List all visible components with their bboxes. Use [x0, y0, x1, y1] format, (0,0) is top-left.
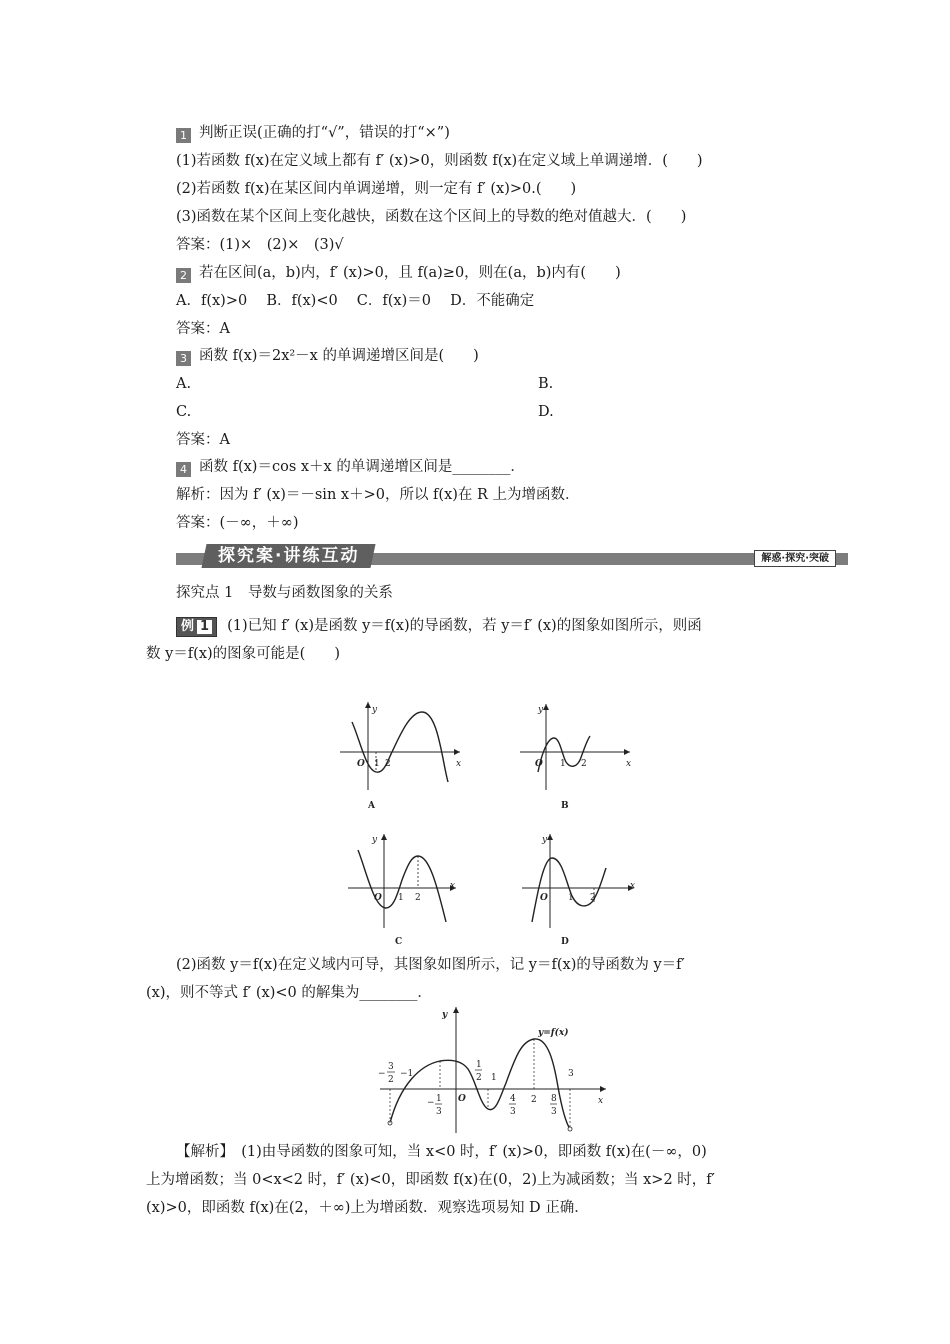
analysis-text: 解析：因为 f′ (x)＝－sin x＋>0，所以 f(x)在 R 上为增函数． — [176, 487, 580, 503]
tick-label: 2 — [385, 759, 391, 769]
option-graphs — [340, 700, 650, 950]
function-graph — [370, 1005, 610, 1135]
statement-item: (1)若函数 f(x)在定义域上都有 f′ (x)>0，则函数 f(x)在定义域上单调递增．( ) — [176, 153, 703, 169]
option-c: C. — [176, 404, 192, 420]
axis-label-x: x — [450, 881, 456, 891]
tick-label: 2 — [531, 1095, 537, 1105]
graph-c — [348, 834, 456, 947]
axis-label-x: x — [626, 759, 632, 769]
question-number-badge: 1 — [176, 128, 191, 143]
origin-label: O — [535, 759, 543, 769]
question-text: 若在区间(a，b)内，f′ (x)>0，且 f(a)≥0，则在(a，b)内有( ) — [199, 265, 621, 281]
option-a: A. — [176, 376, 192, 392]
question-text: 函数 f(x)＝2x²－x 的单调递增区间是( ) — [199, 348, 479, 364]
graph-d — [522, 834, 635, 947]
answer-text: 答案：A — [176, 321, 230, 337]
graph-a — [340, 702, 461, 811]
graph-b — [520, 704, 631, 811]
tick-label: 1 — [374, 759, 380, 769]
tick-numerator: 4 — [510, 1094, 516, 1104]
question-1 — [176, 123, 450, 143]
example-line-2: 数 y＝f(x)的图象可能是( ) — [146, 646, 340, 662]
question-number-badge: 4 — [176, 462, 191, 477]
axis-label-y: y — [538, 705, 544, 715]
option-d: D. — [538, 404, 554, 420]
tick-label: 1 — [568, 893, 574, 903]
statement-item: (2)若函数 f(x)在某区间内单调递增，则一定有 f′ (x)>0.( ) — [176, 181, 577, 197]
tick-numerator: 1 — [476, 1060, 482, 1070]
answer-text: 答案：A — [176, 432, 230, 448]
tick-denominator: 2 — [476, 1073, 482, 1083]
tick-denominator: 3 — [551, 1107, 557, 1117]
answer-text: 答案：(－∞，＋∞) — [176, 515, 299, 531]
origin-label: O — [357, 759, 365, 769]
tick-label: 1 — [491, 1073, 497, 1083]
tick-numerator: 8 — [551, 1094, 557, 1104]
solution-line-3: (x)>0，即函数 f(x)在(2，＋∞)上为增函数．观察选项易知 D 正确． — [146, 1200, 589, 1216]
section-heading: 探究点 1 导数与函数图象的关系 — [176, 585, 393, 601]
axis-label-x: x — [598, 1096, 604, 1106]
axis-label-y: y — [442, 1010, 448, 1020]
question-text: 函数 f(x)＝cos x＋x 的单调递增区间是________． — [199, 459, 525, 475]
solution-line-1: 【解析】 (1)由导函数的图象可知，当 x<0 时，f′ (x)>0，即函数 f(x)在(－∞，0) — [176, 1144, 707, 1160]
option-b: B. — [538, 376, 554, 392]
curve-label: y=f(x) — [538, 1028, 569, 1038]
origin-label: O — [374, 893, 382, 903]
graph-label: D — [561, 937, 569, 947]
banner-title: 探究案·讲练互动 — [201, 544, 376, 568]
tick-denominator: 2 — [388, 1075, 394, 1085]
graph-label: B — [561, 801, 569, 811]
tick-sign: − — [378, 1069, 386, 1079]
solution-line-2: 上为增函数；当 0<x<2 时，f′ (x)<0，即函数 f(x)在(0，2)上为减函数；当 x>2 时，f′ — [146, 1172, 715, 1188]
tick-numerator: 1 — [436, 1094, 442, 1104]
example-badge: 例 1 — [176, 617, 217, 637]
answer-text: 答案：(1)× (2)× (3)√ — [176, 237, 344, 253]
question-4 — [176, 457, 525, 477]
tick-label: 1 — [398, 893, 404, 903]
axis-label-y: y — [372, 705, 378, 715]
tick-label: 2 — [581, 759, 587, 769]
tick-label: 2 — [415, 893, 421, 903]
statement-item: (3)函数在某个区间上变化越快，函数在这个区间上的导数的绝对值越大．( ) — [176, 209, 687, 225]
question-number-badge: 2 — [176, 268, 191, 283]
question-3 — [176, 346, 479, 366]
tick-denominator: 3 — [510, 1107, 516, 1117]
origin-label: O — [540, 893, 548, 903]
question-text: 判断正误(正确的打“√”，错误的打“×”) — [199, 125, 450, 141]
question-number-badge: 3 — [176, 351, 191, 366]
options-text: A．f(x)>0 B．f(x)<0 C．f(x)＝0 D．不能确定 — [176, 293, 535, 309]
tick-label: 1 — [560, 759, 566, 769]
graph-label: C — [395, 937, 403, 947]
tick-numerator: 3 — [388, 1062, 394, 1072]
example-part2-line-2: (x)，则不等式 f′ (x)<0 的解集为________． — [146, 985, 432, 1001]
tick-denominator: 3 — [436, 1107, 442, 1117]
graph-label: A — [368, 801, 375, 811]
question-2 — [176, 263, 621, 283]
example-line-1: 例 1 (1)已知 f′ (x)是函数 y＝f(x)的导函数，若 y＝f′ (x)的图象如图所示，则函 — [176, 616, 702, 637]
tick-label: 3 — [568, 1069, 574, 1079]
tick-sign: − — [427, 1098, 435, 1108]
origin-label: O — [458, 1094, 466, 1104]
section-banner — [176, 544, 848, 568]
example-part2-line-1: (2)函数 y＝f(x)在定义域内可导，其图象如图所示，记 y＝f(x)的导函数为 y＝f′ — [176, 957, 685, 973]
banner-tag: 解惑·探究·突破 — [754, 550, 836, 567]
axis-label-x: x — [456, 759, 462, 769]
tick-label: −1 — [400, 1069, 414, 1079]
axis-label-y: y — [372, 835, 378, 845]
axis-label-y: y — [542, 835, 548, 845]
axis-label-x: x — [630, 881, 636, 891]
tick-label: 2 — [590, 893, 596, 903]
